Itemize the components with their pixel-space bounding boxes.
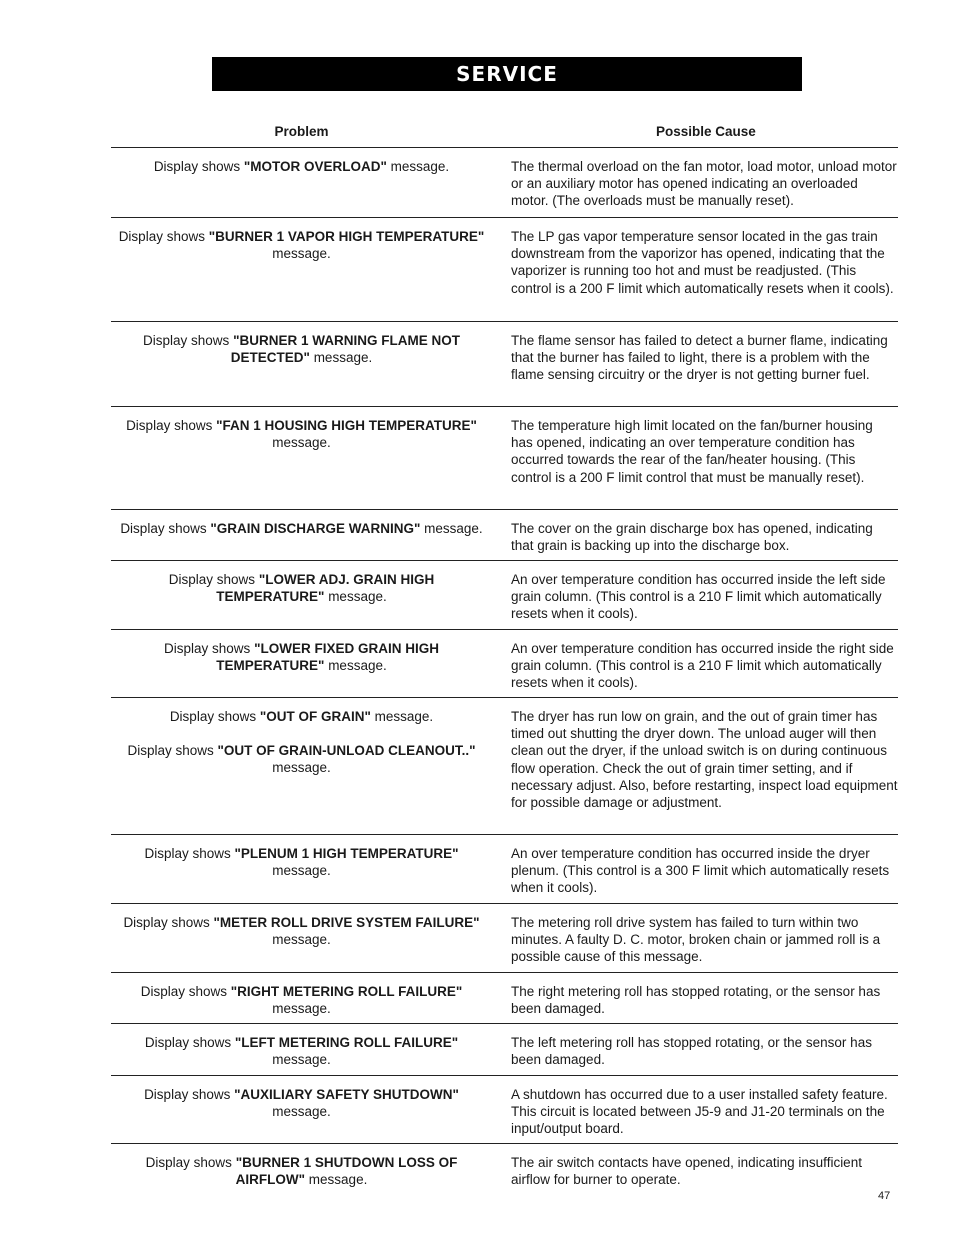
cause-cell: An over temperature condition has occurred inside the dryer plenum. (This control is a 300 F limit which automatically resets when it cools). (511, 846, 890, 896)
troubleshooting-table (111, 118, 898, 1192)
problem-column-header: Problem (274, 124, 329, 139)
problem-cell: Display shows "BURNER 1 WARNING FLAME NOT DETECTED" message. (143, 333, 460, 365)
problem-cell: Display shows "BURNER 1 VAPOR HIGH TEMPERATURE" message. (118, 229, 485, 261)
table-row (111, 510, 898, 561)
cause-cell: The left metering roll has stopped rotating, or the sensor has been damaged. (511, 1035, 872, 1068)
problem-cell: Display shows "RIGHT METERING ROLL FAILURE" message. (140, 984, 463, 1016)
table-row (111, 1144, 898, 1192)
cause-cell: The cover on the grain discharge box has opened, indicating that grain is backing up into the discharge box. (511, 521, 873, 554)
table-row (111, 698, 898, 835)
table-row (111, 1024, 898, 1076)
problem-cell: Display shows "METER ROLL DRIVE SYSTEM FAILURE" message. (123, 915, 480, 947)
page-number: 47 (878, 1190, 891, 1202)
cause-column-header: Possible Cause (656, 124, 756, 139)
table-row (111, 407, 898, 510)
table-row (111, 973, 898, 1024)
table-row (111, 835, 898, 904)
cause-cell: The flame sensor has failed to detect a burner flame, indicating that the burner has failed to light, there is a problem with the flame sensing circuitry or the dryer is not getting burner fuel. (511, 333, 888, 383)
table-row (111, 218, 898, 322)
table-row (111, 148, 898, 218)
problem-cell: Display shows "LOWER ADJ. GRAIN HIGH TEMPERATURE" message. (168, 572, 435, 604)
cause-cell: The metering roll drive system has failed to turn within two minutes. A faulty D. C. motor, broken chain or jammed roll is a possible cause of this message. (511, 915, 881, 965)
section-title-banner (212, 57, 802, 91)
cause-cell: The thermal overload on the fan motor, load motor, unload motor or an auxiliary motor has opened indicating an overloaded motor. (The overloads must be manually reset). (511, 159, 897, 209)
problem-cell: Display shows "GRAIN DISCHARGE WARNING" message. (120, 521, 483, 536)
cause-cell: An over temperature condition has occurred inside the right side grain column. (This control is a 210 F limit which automatically resets when it cools). (511, 641, 894, 691)
problem-cell: Display shows "OUT OF GRAIN" message. Display shows "OUT OF GRAIN-UNLOAD CLEANOUT.." message. (127, 709, 476, 775)
problem-cell: Display shows "AUXILIARY SAFETY SHUTDOWN" message. (144, 1087, 459, 1119)
problem-cell: Display shows "MOTOR OVERLOAD" message. (153, 159, 450, 174)
problem-cell: Display shows "LOWER FIXED GRAIN HIGH TEMPERATURE" message. (164, 641, 439, 673)
table-row (111, 1076, 898, 1144)
problem-cell: Display shows "FAN 1 HOUSING HIGH TEMPERATURE" message. (126, 418, 477, 450)
problem-cell: Display shows "PLENUM 1 HIGH TEMPERATURE" message. (144, 846, 459, 878)
table-row (111, 322, 898, 407)
section-title: SERVICE (456, 62, 558, 86)
cause-cell: The temperature high limit located on the fan/burner housing has opened, indicating an over temperature condition has occurred towards the rear of the fan/heater housing. (This control is a 200 F limit control that must be manually reset). (511, 418, 873, 485)
cause-cell: An over temperature condition has occurred inside the left side grain column. (This control is a 210 F limit which automatically resets when it cools). (511, 572, 886, 622)
problem-cell: Display shows "LEFT METERING ROLL FAILURE" message. (144, 1035, 459, 1067)
cause-cell: The air switch contacts have opened, indicating insufficient airflow for burner to operate. (511, 1155, 862, 1188)
table-header (111, 118, 898, 148)
problem-cell: Display shows "BURNER 1 SHUTDOWN LOSS OF AIRFLOW" message. (145, 1155, 458, 1187)
cause-cell: The right metering roll has stopped rotating, or the sensor has been damaged. (511, 984, 881, 1017)
cause-cell: The dryer has run low on grain, and the out of grain timer has timed out shutting the dryer down. The unload auger will then clean out the dryer, if the unload switch is on during continuous flow operation. Check the out of grain timer setting, and if necessary adjust. Also, before restarting, inspect load equipment for possible damage or adjustment. (511, 709, 898, 811)
cause-cell: The LP gas vapor temperature sensor located in the gas train downstream from the vaporizor has opened, indicating that the vaporizer is running too hot and must be readjusted. (This control is a 200 F limit which automatically resets when it cools). (511, 229, 894, 296)
table-row (111, 904, 898, 973)
cause-cell: A shutdown has occurred due to a user installed safety feature. This circuit is located between J5-9 and J1-20 terminals on the input/output board. (511, 1087, 888, 1137)
table-row (111, 630, 898, 698)
table-row (111, 561, 898, 630)
